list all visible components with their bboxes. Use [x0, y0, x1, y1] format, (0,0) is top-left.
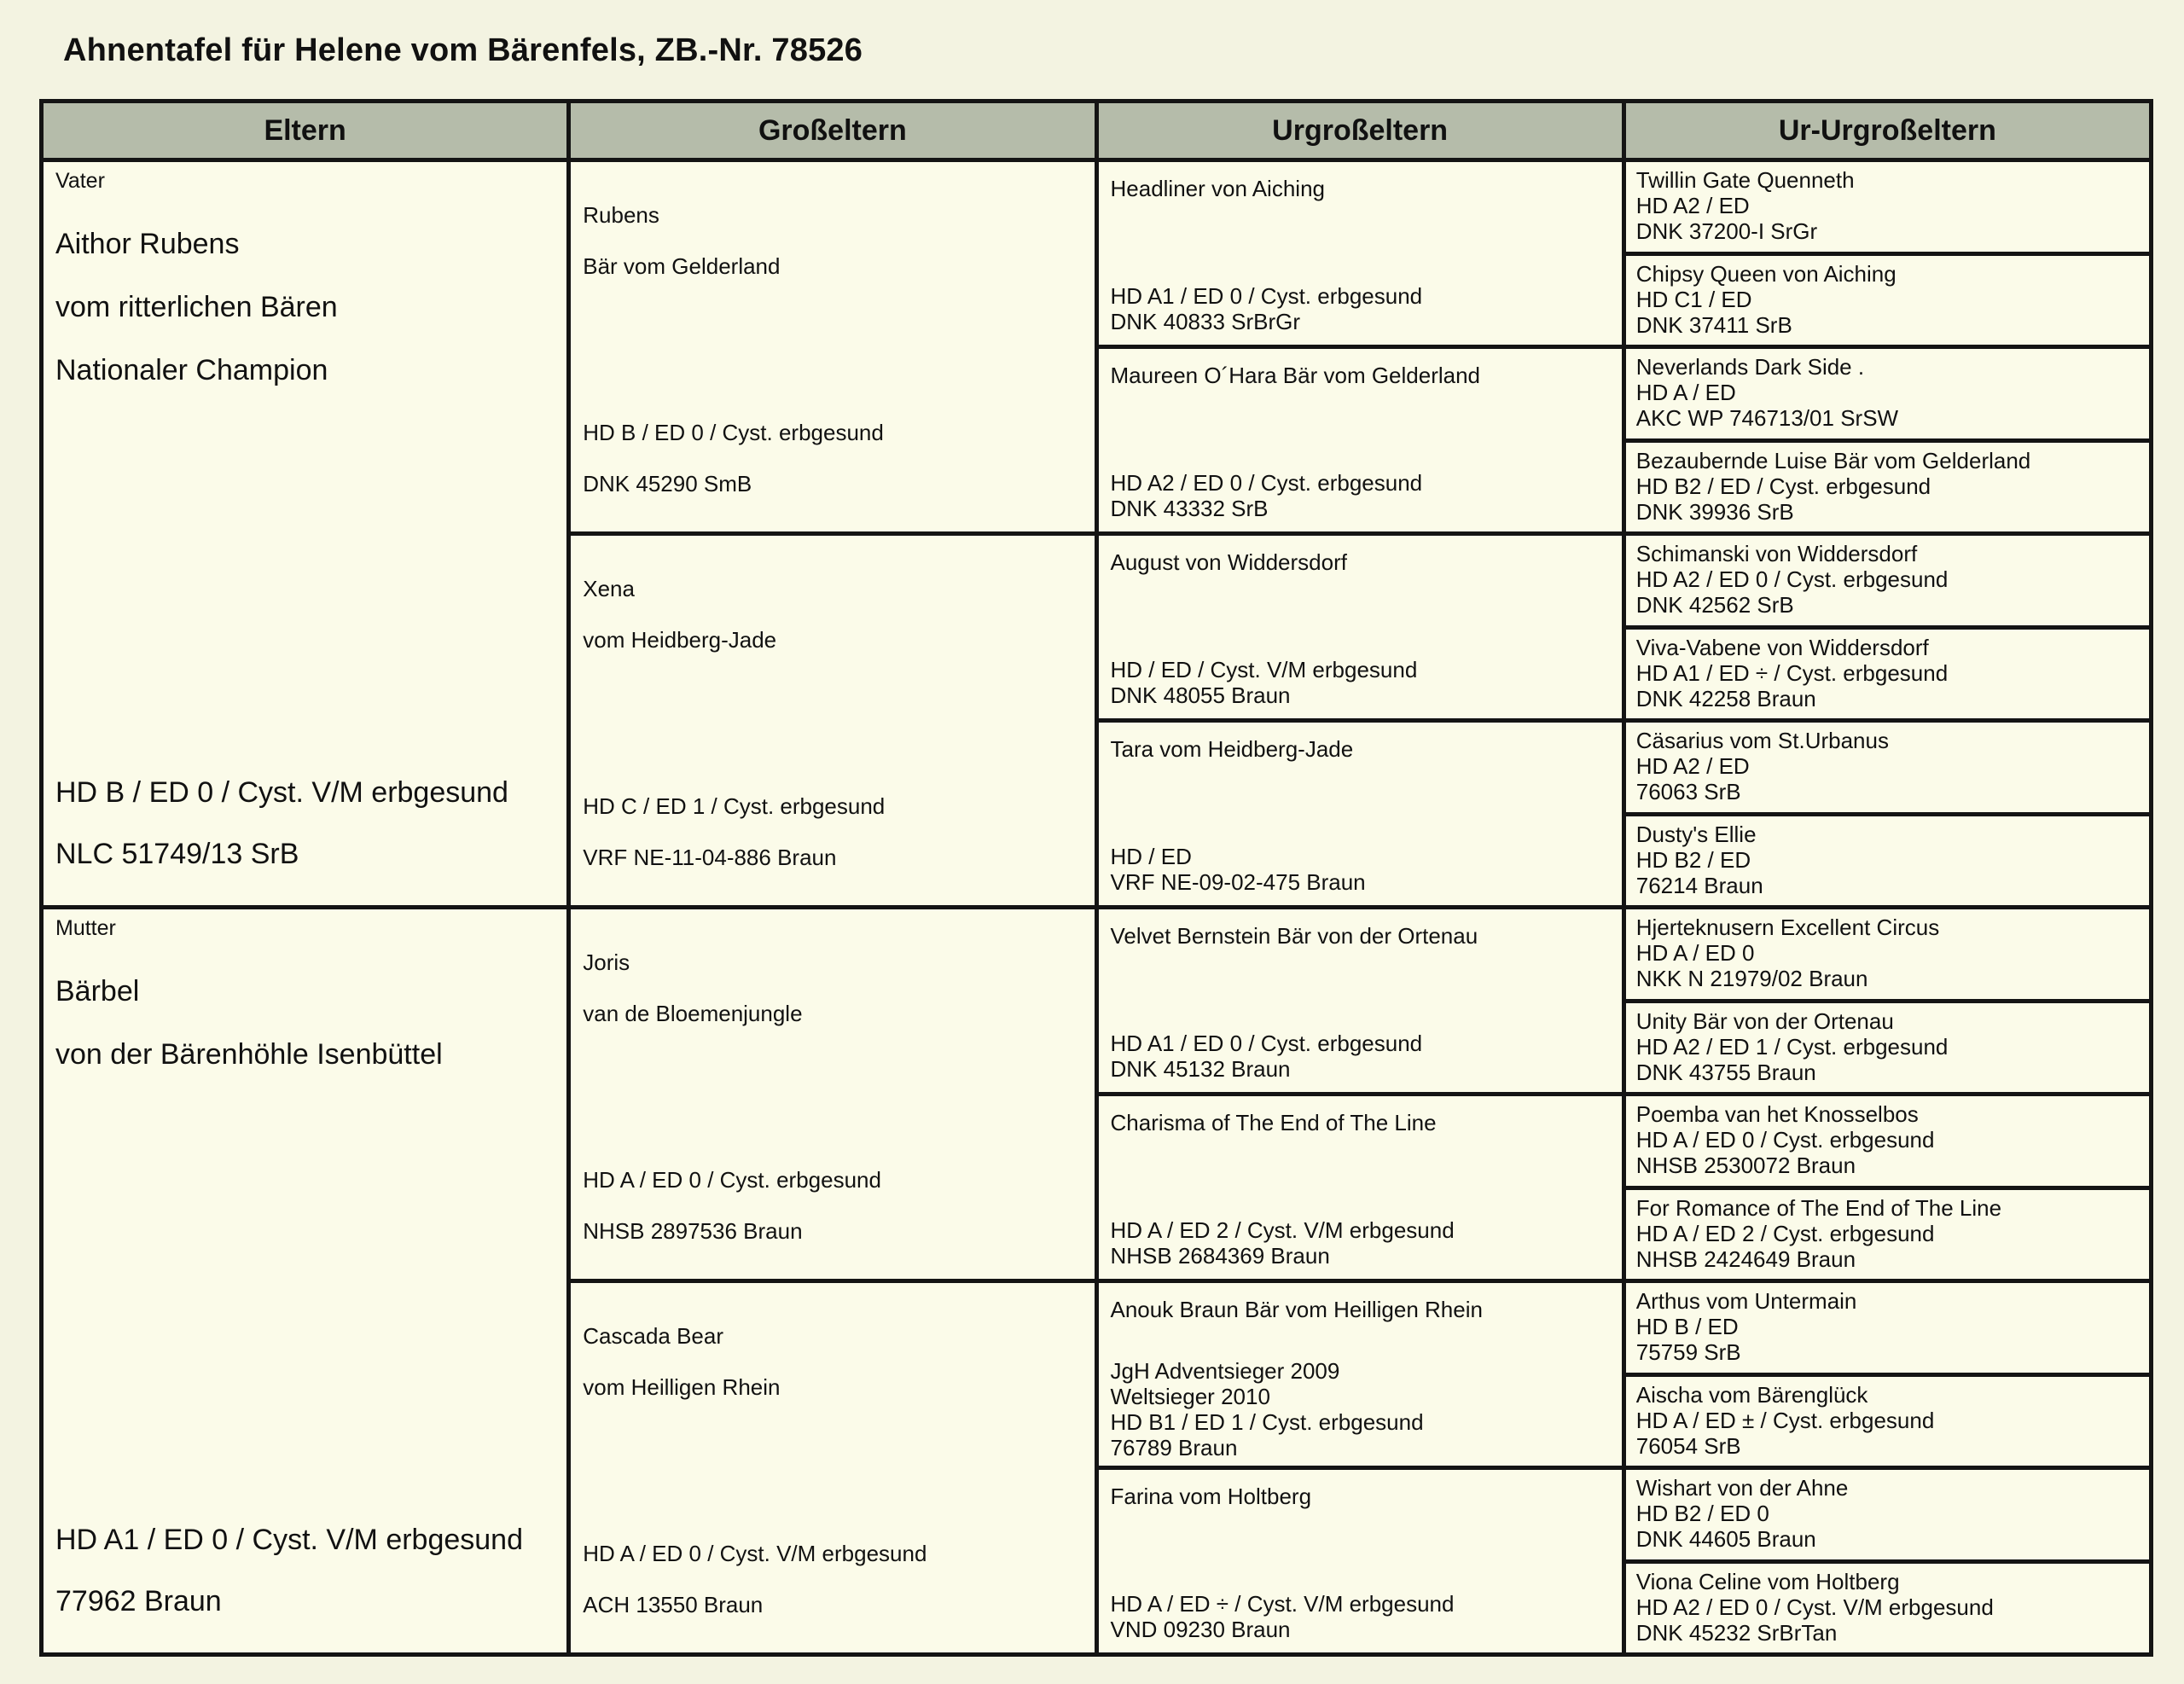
parent-health: HD B / ED 0 / Cyst. V/M erbgesund [55, 776, 508, 809]
great-great-grandparent-name: Bezaubernde Luise Bär vom Gelderland [1635, 447, 2031, 473]
great-great-grandparent-cell [1626, 349, 2149, 438]
grandparent-name: Rubens [583, 202, 659, 228]
parent-registration: 77962 Braun [55, 1585, 222, 1617]
great-great-grandparent-health: HD A / ED 0 [1635, 940, 1755, 966]
grandparent-kennel: vom Heidberg-Jade [583, 627, 777, 653]
great-great-grandparent-health: HD B2 / ED [1635, 846, 1751, 873]
great-great-grandparent-cell [1626, 1564, 2149, 1653]
great-great-grandparent-registration: 76214 Braun [1635, 872, 1763, 898]
parent-name-line: Bärbel [55, 975, 140, 1007]
parent-health: HD A1 / ED 0 / Cyst. V/M erbgesund [55, 1524, 524, 1556]
great-grandparent-cell [1099, 1096, 1622, 1279]
grandparent-cell [571, 1283, 1094, 1652]
great-grandparent-cell [1099, 1283, 1622, 1466]
great-great-grandparent-name: Unity Bär von der Ortenau [1635, 1007, 1894, 1034]
great-grandparent-registration: DNK 45132 Braun [1110, 1056, 1291, 1082]
great-great-grandparent-cell [1626, 909, 2149, 999]
great-great-grandparent-name: Aischa vom Bärenglück [1635, 1381, 1868, 1408]
great-grandparent-name: Headliner von Aiching [1110, 176, 1325, 201]
grandparent-details [583, 1528, 1082, 1630]
great-great-grandparent-registration: 76063 SrB [1635, 779, 1741, 804]
grandparent-kennel: Bär vom Gelderland [583, 253, 781, 279]
great-grandparent-health: HD / ED / Cyst. V/M erbgesund [1110, 657, 1418, 682]
great-great-grandparent-name: For Romance of The End of The Line [1635, 1194, 2002, 1221]
grandparent-health: HD C / ED 1 / Cyst. erbgesund [583, 793, 886, 819]
great-grandparent-health: HD A / ED 2 / Cyst. V/M erbgesund [1110, 1217, 1455, 1243]
parent-name-line: Nationaler Champion [55, 354, 328, 386]
great-grandparent-health: HD / ED [1110, 844, 1192, 869]
parent-role: Mutter [55, 916, 116, 940]
great-great-grandparent-name: Dusty's Ellie [1635, 821, 1757, 847]
parent-name-line: Aithor Rubens [55, 228, 240, 260]
great-grandparent-details [1111, 1217, 1610, 1269]
great-grandparent-cell [1099, 162, 1622, 345]
great-great-grandparent-health: HD A2 / ED 0 / Cyst. V/M erbgesund [1635, 1594, 1994, 1620]
great-great-grandparent-name: Hjerteknusern Excellent Circus [1635, 915, 1940, 940]
great-great-grandparent-cell [1626, 1283, 2149, 1373]
parent-role: Vater [55, 169, 105, 193]
grandparent-details [583, 781, 1082, 883]
great-great-grandparent-cell [1626, 816, 2149, 906]
great-great-grandparent-name: Viva-Vabene von Widdersdorf [1635, 634, 1929, 660]
great-great-grandparent-health: HD A / ED 0 / Cyst. erbgesund [1635, 1127, 1935, 1153]
grandparent-kennel: vom Heilligen Rhein [583, 1374, 781, 1400]
great-grandparent-registration: DNK 48055 Braun [1110, 682, 1291, 708]
grandparent-details [583, 407, 1082, 509]
header-eltern: Eltern [44, 103, 566, 158]
grandparent-cell [571, 162, 1094, 531]
great-grandparent-registration: VND 09230 Braun [1110, 1617, 1291, 1642]
great-grandparent-details [1111, 1591, 1610, 1642]
great-grandparent-name: Tara vom Heidberg-Jade [1110, 736, 1354, 762]
great-great-grandparent-cell [1626, 1470, 2149, 1559]
great-great-grandparent-cell [1626, 1096, 2149, 1186]
great-great-grandparent-cell [1626, 443, 2149, 532]
great-great-grandparent-cell [1626, 723, 2149, 812]
great-great-grandparent-registration: NHSB 2530072 Braun [1635, 1153, 1856, 1178]
grandparent-name: Joris [583, 949, 630, 975]
great-great-grandparent-cell [1626, 162, 2149, 252]
pedigree-table [39, 99, 2153, 1657]
great-great-grandparent-registration: DNK 44605 Braun [1635, 1526, 1816, 1552]
great-great-grandparent-name: Twillin Gate Quenneth [1635, 167, 1855, 193]
great-great-grandparent-health: HD A2 / ED [1635, 193, 1750, 218]
great-grandparent-name: Velvet Bernstein Bär von der Ortenau [1110, 923, 1478, 949]
great-great-grandparent-registration: 76054 SrB [1635, 1432, 1741, 1459]
grandparent-details [583, 1154, 1082, 1257]
great-grandparent-cell [1099, 723, 1622, 905]
grandparent-registration: NHSB 2897536 Braun [583, 1218, 803, 1244]
great-great-grandparent-name: Chipsy Queen von Aiching [1635, 260, 1896, 287]
great-grandparent-titles: JgH Adventsieger 2009 Weltsieger 2010 [1110, 1358, 1340, 1409]
great-grandparent-cell [1099, 536, 1622, 718]
great-grandparent-cell [1099, 909, 1622, 1092]
great-grandparent-registration: VRF NE-09-02-475 Braun [1110, 869, 1366, 895]
dam-cell [44, 909, 566, 1652]
great-grandparent-name: Maureen O´Hara Bär vom Gelderland [1110, 363, 1481, 388]
grandparent-health: HD B / ED 0 / Cyst. erbgesund [583, 420, 884, 445]
great-great-grandparent-cell [1626, 1003, 2149, 1093]
great-great-grandparent-registration: 75759 SrB [1635, 1339, 1741, 1365]
great-great-grandparent-cell [1626, 256, 2149, 346]
great-grandparent-registration: DNK 40833 SrBrGr [1110, 309, 1301, 334]
great-great-grandparent-registration: DNK 42562 SrB [1635, 592, 1794, 618]
great-great-grandparent-name: Schimanski von Widdersdorf [1635, 541, 1918, 566]
parent-details [55, 762, 555, 885]
header-urgrosseltern: Urgroßeltern [1099, 103, 1622, 158]
great-great-grandparent-health: HD B / ED [1635, 1314, 1739, 1339]
great-great-grandparent-health: HD A2 / ED 0 / Cyst. erbgesund [1635, 566, 1949, 592]
great-great-grandparent-cell [1626, 1190, 2149, 1280]
grandparent-registration: DNK 45290 SmB [583, 471, 752, 496]
great-great-grandparent-health: HD A1 / ED ÷ / Cyst. erbgesund [1635, 659, 1949, 686]
grandparent-health: HD A / ED 0 / Cyst. V/M erbgesund [583, 1541, 927, 1566]
parent-name-line: von der Bärenhöhle Isenbüttel [55, 1038, 443, 1071]
grandparent-kennel: van de Bloemenjungle [583, 1001, 803, 1026]
header-ur-urgrosseltern: Ur-Urgroßeltern [1626, 103, 2149, 158]
great-great-grandparent-name: Neverlands Dark Side . [1635, 354, 1865, 380]
great-great-grandparent-registration: NHSB 2424649 Braun [1635, 1246, 1856, 1272]
great-great-grandparent-registration: DNK 42258 Braun [1635, 685, 1816, 711]
great-great-grandparent-cell [1626, 536, 2149, 625]
grandparent-cell [571, 909, 1094, 1279]
great-great-grandparent-name: Viona Celine vom Holtberg [1635, 1568, 1900, 1594]
great-grandparent-health: HD A1 / ED 0 / Cyst. erbgesund [1110, 1031, 1423, 1056]
great-grandparent-health: HD A1 / ED 0 / Cyst. erbgesund [1110, 283, 1423, 309]
great-grandparent-health: HD A2 / ED 0 / Cyst. erbgesund [1110, 470, 1423, 496]
great-great-grandparent-health: HD A / ED [1635, 380, 1736, 405]
sire-cell [44, 162, 566, 905]
great-great-grandparent-health: HD A / ED ± / Cyst. erbgesund [1635, 1407, 1935, 1433]
parent-details [55, 1509, 555, 1632]
parent-name-line: vom ritterlichen Bären [55, 291, 338, 323]
great-grandparent-registration: NHSB 2684369 Braun [1110, 1243, 1330, 1269]
header-grosseltern: Großeltern [571, 103, 1094, 158]
great-grandparent-details [1111, 470, 1610, 521]
great-grandparent-details [1111, 844, 1610, 895]
great-grandparent-details [1111, 657, 1610, 708]
great-great-grandparent-health: HD A / ED 2 / Cyst. erbgesund [1635, 1220, 1935, 1246]
great-grandparent-details [1111, 1031, 1610, 1082]
great-great-grandparent-health: HD B2 / ED 0 [1635, 1501, 1769, 1526]
great-grandparent-name: Charisma of The End of The Line [1110, 1110, 1437, 1135]
great-great-grandparent-registration: DNK 39936 SrB [1635, 498, 1794, 525]
great-great-grandparent-health: HD C1 / ED [1635, 286, 1752, 312]
great-great-grandparent-cell [1626, 1377, 2149, 1466]
grandparent-cell [571, 536, 1094, 905]
parent-registration: NLC 51749/13 SrB [55, 838, 299, 870]
great-great-grandparent-registration: NKK N 21979/02 Braun [1635, 966, 1868, 991]
great-great-grandparent-health: HD A2 / ED 1 / Cyst. erbgesund [1635, 1033, 1949, 1060]
great-grandparent-health: HD A / ED ÷ / Cyst. V/M erbgesund [1110, 1591, 1455, 1617]
great-great-grandparent-registration: DNK 37411 SrB [1635, 311, 1792, 338]
great-great-grandparent-registration: DNK 43755 Braun [1635, 1059, 1816, 1085]
great-great-grandparent-registration: DNK 37200-I SrGr [1635, 218, 1818, 244]
great-great-grandparent-name: Wishart von der Ahne [1635, 1475, 1849, 1501]
grandparent-registration: VRF NE-11-04-886 Braun [583, 845, 837, 870]
great-great-grandparent-name: Arthus vom Untermain [1635, 1288, 1857, 1314]
great-great-grandparent-registration: AKC WP 746713/01 SrSW [1635, 405, 1899, 431]
great-grandparent-registration: 76789 Braun [1110, 1435, 1238, 1460]
grandparent-health: HD A / ED 0 / Cyst. erbgesund [583, 1167, 881, 1193]
page-title: Ahnentafel für Helene vom Bärenfels, ZB.-Nr. 78526 [63, 32, 863, 68]
great-great-grandparent-cell [1626, 630, 2149, 719]
great-great-grandparent-health: HD B2 / ED / Cyst. erbgesund [1635, 473, 1931, 499]
grandparent-registration: ACH 13550 Braun [583, 1592, 764, 1617]
great-grandparent-details [1111, 1409, 1610, 1460]
great-grandparent-cell [1099, 1470, 1622, 1652]
great-grandparent-name: Anouk Braun Bär vom Heilligen Rhein [1110, 1297, 1483, 1322]
grandparent-name: Xena [583, 576, 635, 601]
great-great-grandparent-name: Cäsarius vom St.Urbanus [1635, 728, 1889, 753]
great-great-grandparent-health: HD A2 / ED [1635, 753, 1750, 779]
great-grandparent-cell [1099, 349, 1622, 531]
great-grandparent-health: HD B1 / ED 1 / Cyst. erbgesund [1110, 1409, 1424, 1435]
great-great-grandparent-name: Poemba van het Knosselbos [1635, 1101, 1919, 1127]
great-grandparent-registration: DNK 43332 SrB [1110, 496, 1269, 521]
great-grandparent-details [1111, 283, 1610, 334]
great-grandparent-name: Farina vom Holtberg [1110, 1484, 1312, 1509]
great-great-grandparent-registration: DNK 45232 SrBrTan [1635, 1619, 1838, 1646]
great-grandparent-name: August von Widdersdorf [1110, 549, 1347, 575]
grandparent-name: Cascada Bear [583, 1323, 724, 1349]
